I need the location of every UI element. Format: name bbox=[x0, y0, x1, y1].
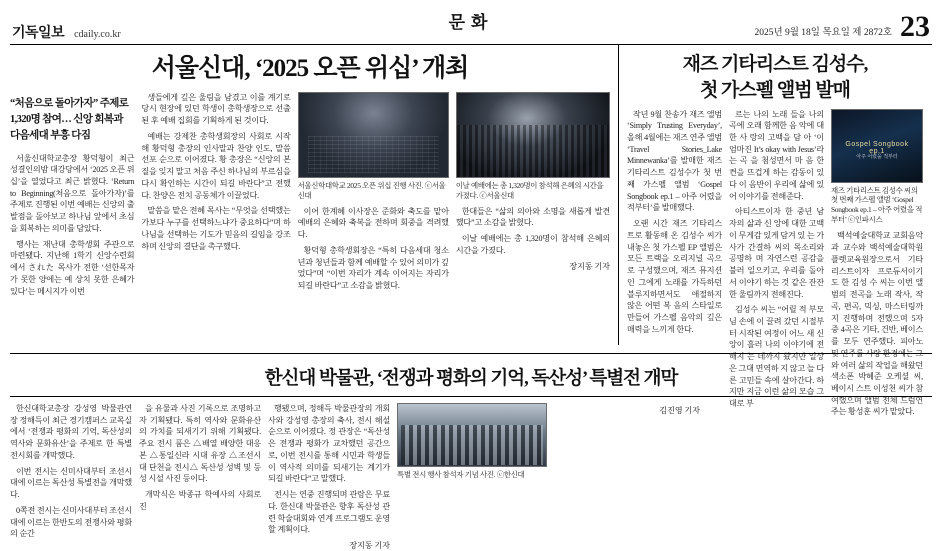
bottom-column-2 bbox=[139, 403, 261, 551]
bottom-column-3 bbox=[268, 403, 390, 551]
main-column-4 bbox=[456, 92, 610, 302]
paragraph: 생들에게 깊은 울림을 남겼고 이를 계기로 당시 현장에 있던 학생이 총학생장으로 선출된 후 예배 집회를 기획하게 된 것이다. bbox=[141, 92, 291, 126]
paragraph: 아티스트이자 한 중년 남자의 삶과 신 앙에 대한 고백이 무게감 있게 담겨 있 는 가사가 간결하 씨의 목소리와 공명하 며 자연스런 공감을 불러 일으키고, 우리를 돌아서 이야기 하는 것 같은 잔잔한 울림까지 전해진다. bbox=[729, 207, 824, 299]
paragraph: 황덕형 총학생회장은 “특히 다음세대 청소년과 청년들과 함께 예배할 수 있어 의미가 깊었다”며 “이번 자리가 계속 이어지는 자리가 되길 바란다”고 소감을 밝혔다. bbox=[297, 245, 449, 291]
main-lead: “처음으로 돌아가자” 주제로 1,320명 참여… 신앙 회복과 다음세대 부흥 다짐 bbox=[10, 97, 129, 142]
crowd-photo-caption: 이날 예배에는 총 1,320명이 참석해 은혜의 시간을 가졌다. ⓒ서울신대 bbox=[455, 180, 604, 200]
paragraph: 말씀을 맡은 전혜 목사는 “무엇을 선택했는가보다 누구를 선택하느냐가 중요하다”며 하나님을 선택하는 기도가 믿음의 길임을 강조하며 신앙의 결단을 촉구했다. bbox=[141, 206, 291, 251]
paragraph: 0쪽전 전시는 신미사대부터 조선시대에 이르는 한반도의 전쟁사와 평화의 순간 bbox=[10, 505, 132, 539]
masthead bbox=[10, 0, 932, 42]
paragraph: 행사는 재난대 총학생회 주관으로 마련됐다. 지난해 1학기 신앙수련회에서 された 목사가 전한 ‘선한목자가 못한 양에는 예 상치 못한 은혜가 있다’는 메시지가 이번 bbox=[10, 239, 135, 296]
main-headline: 서울신대, ‘2025 오픈 위십’ 개최 bbox=[151, 55, 469, 82]
paragraph: 전시는 연중 진행되며 관람은 무료다. 한신대 박물관은 향후 독산성 관련 학술대회와 연계 프로그램도 운영할 계획이다. bbox=[268, 490, 390, 535]
main-column-1 bbox=[10, 92, 134, 302]
bottom-headline: 한신대 박물관, ‘전쟁과 평화의 기억, 독산성’ 특별전 개막 bbox=[264, 369, 678, 389]
album-cover-subtitle: 아주 어렸을 적부터 bbox=[856, 153, 898, 160]
group-photo-caption: 특별 전시 행사 참석자 기념 사진. ⓒ한신대 bbox=[397, 470, 525, 479]
paragraph: 한대들은 “삶의 의아와 소명을 새롭게 발견했다”고 소감을 밝혔다. bbox=[455, 206, 611, 228]
publication-url: cdaily.co.kr bbox=[74, 29, 121, 40]
bottom-column-1 bbox=[10, 403, 132, 551]
album-cover-caption: 재즈 기타리스트 김성수 씨의 첫 번째 가스펠 앨범 ‘Gospel Songbook ep.1 – 아주 어렸을 적부터’ ⓒ인파시스 bbox=[831, 185, 923, 225]
side-headline-line-2: 첫 가스펠 앨범 발매 bbox=[699, 79, 851, 101]
auditorium-photo-caption: 서울신학대학교 2025 오픈 위십 진행 사진. ⓒ서울신대 bbox=[297, 180, 446, 200]
masthead-left bbox=[12, 22, 121, 42]
group-photo bbox=[397, 403, 547, 467]
masthead-right bbox=[754, 12, 930, 42]
side-column-2 bbox=[729, 109, 824, 423]
main-article bbox=[10, 45, 618, 345]
paragraph: 이번 전시는 신미사대부터 조선시대에 이르는 독산성 특별전을 개막했다. bbox=[10, 466, 132, 500]
paragraph: 백석예술대학교 교회음악과 교수와 백석예술대학원 플렛교육원장으로서 기타리스트이자 프로듀서이기도 한 김성 수 씨는 이번 앨범의 전곡을 노래 작사, 작곡, 편곡, 믹싱, 마스터링까지 진행하며 전했으며 5자 중 4곡은 기타, 건반, 베이스를 모두 연주했다. 피아노 및 연주를 사랑 환경에는 그와 여러 삶의 작업을 해왔던 색소폰 박혜준 오케셜 씨, 베이시 스트 이성천 씨가 참여했으며 앨범 전체 드럼연주는 황성훈 씨가 맡았다. bbox=[831, 231, 923, 417]
paragraph: 행됐으며, 정해득 박물관장의 개회사와 강성영 총장의 축사, 전시 해설 순으로 이어졌다. 정 관장은 “독산성은 전쟁과 평화가 교차했던 공간으로, 이번 전시를 통해 시민과 학생들이 역사적 의미를 되새기는 계기가 되길 바란다”고 말했다. bbox=[268, 404, 390, 484]
paragraph: 개막식은 박종규 학예사의 사회로 진 bbox=[139, 490, 261, 511]
side-article-continuation bbox=[554, 403, 700, 551]
paragraph: 이날 예배에는 총 1,320명이 참석해 은혜의 시간을 가졌다. bbox=[455, 234, 611, 255]
paragraph: 서울신대학교총장 황덕형이 최근 성결인의밤 대강당에서 ‘2025 오픈 위십’을 열었다고 최근 밝혔다. ‘Return to Beginning(처음으로 돌아가자)’를 주제로 진행된 이번 예배는 신앙의 출발점을 돌아보고 하나님 앞에서 초심을 회복하는 의미를 담았다. bbox=[10, 153, 135, 233]
album-cover-photo bbox=[831, 109, 923, 183]
publication-logo: 기독일보 bbox=[12, 26, 65, 41]
paragraph: 작년 9월 찬송가 재즈 앨범 ‘Simply Trusting Everyday’, 올해 4월에는 재즈 연주 앨범 ‘Travel Stories_Lake Minnewanka’를 발매한 재즈 기타리스트 김성수가 첫 번째 가스펠 앨범 ‘Gospel Songbook ep.1 – 아주 어렸을 적부터’를 발매했다. bbox=[627, 109, 722, 213]
paragraph: 김성수 씨는 “어릴 적 부모님 손에 이 끌려 갔던 시절부터 시작된 여정이 어느 새 신앙이 흘러 나의 이야기에 전해지 는 데까지 왔지만 일상은 그대 면역하 지 않고 늘 다른 고민들 속에 살아간다. 하지만 지금 이런 삶의 모습 그대로 부 bbox=[729, 305, 824, 409]
page-number: 23 bbox=[900, 10, 930, 43]
side-byline: 김진영 기자 bbox=[659, 406, 700, 415]
paragraph: 르는 나의 노래 들을 나의 곡에 오래 함께한 음 악에 대한 사 랑의 고백을 담 아 ‘이 엄마진 It’s okay with Jesus’라는 곡 을 첨성면서 마 음 한 켠을 뜨겁게 하는 감동이 있 다 이 음반이 우리에 삶에 있어 이야기를 전해준다. bbox=[729, 109, 824, 201]
side-headline-line-1: 재즈 기타리스트 김성수, bbox=[682, 54, 868, 75]
auditorium-photo bbox=[298, 92, 449, 178]
main-column-2 bbox=[141, 92, 290, 302]
paragraph: 한신대학교총장 강성영 박물관연장 정해득이 최근 경기캠퍼스 교목실에서 ‘전쟁과 평화의 기억, 독산성의 역사와 문화유산’을 주제로 한 특별전시회를 개막했다. bbox=[10, 404, 132, 460]
bottom-photo-block bbox=[397, 403, 547, 551]
paragraph: 이어 한계혜 이사장은 준화와 축도를 맡아 예배의 은혜와 축복을 전하며 회중을 격려했다. bbox=[297, 206, 449, 240]
bottom-article-body bbox=[10, 403, 932, 551]
side-column-3 bbox=[831, 109, 923, 423]
main-byline: 장지동 기자 bbox=[569, 261, 611, 271]
main-article-body bbox=[10, 92, 610, 302]
crowd-photo bbox=[456, 92, 610, 178]
album-cover-title: Gospel Songbook ep.1 bbox=[845, 141, 909, 156]
column-divider bbox=[618, 45, 619, 345]
main-column-3 bbox=[298, 92, 449, 302]
section-title: 문화 bbox=[448, 13, 494, 32]
bottom-byline: 장지동 기자 bbox=[349, 541, 390, 551]
paragraph: 예배는 강제찬 총학생회장의 사회로 시작해 황덕형 총장의 인사말과 찬양 인도, 말씀 선포 순으로 이어졌다. 황 총장은 “신앙의 본질을 잊지 말고 처음 주신 하나님의 부르심을 다시 확인하는 시간이 되길 바란다”고 전했다. 찬양은 전치 공동체가 이끌었다. bbox=[141, 131, 291, 200]
paragraph: 을 유물과 사진 기록으로 조명하고자 기획됐다. 특히 역사와 문화유산의 가치를 되새기기 위해 기획됐다. 주요 전시 품은 △배열 배양한 대응본 △통일신라 시대 유장 △조선시대 단천을 전시△ 독산성 성벽 및 등성 시설 사진 등이다. bbox=[139, 404, 261, 484]
paragraph: 오랜 시간 재즈 기타리스트로 활동해 온 김성수 씨가 내놓은 첫 가스펠 EP 앨범은 모든 트랙을 오리지널 곡으로 구성했으며, 재즈 뮤지션인 그에게 노래를 가득하던 블루지하면서도 애절하지 않은 어떤 복 음의 스타일로 만들어 가스펠 음악의 깊은 매력을 느끼게 한다. bbox=[627, 219, 722, 334]
issue-date: 2025년 9월 18일 목요일 제 2872호 bbox=[754, 28, 892, 38]
